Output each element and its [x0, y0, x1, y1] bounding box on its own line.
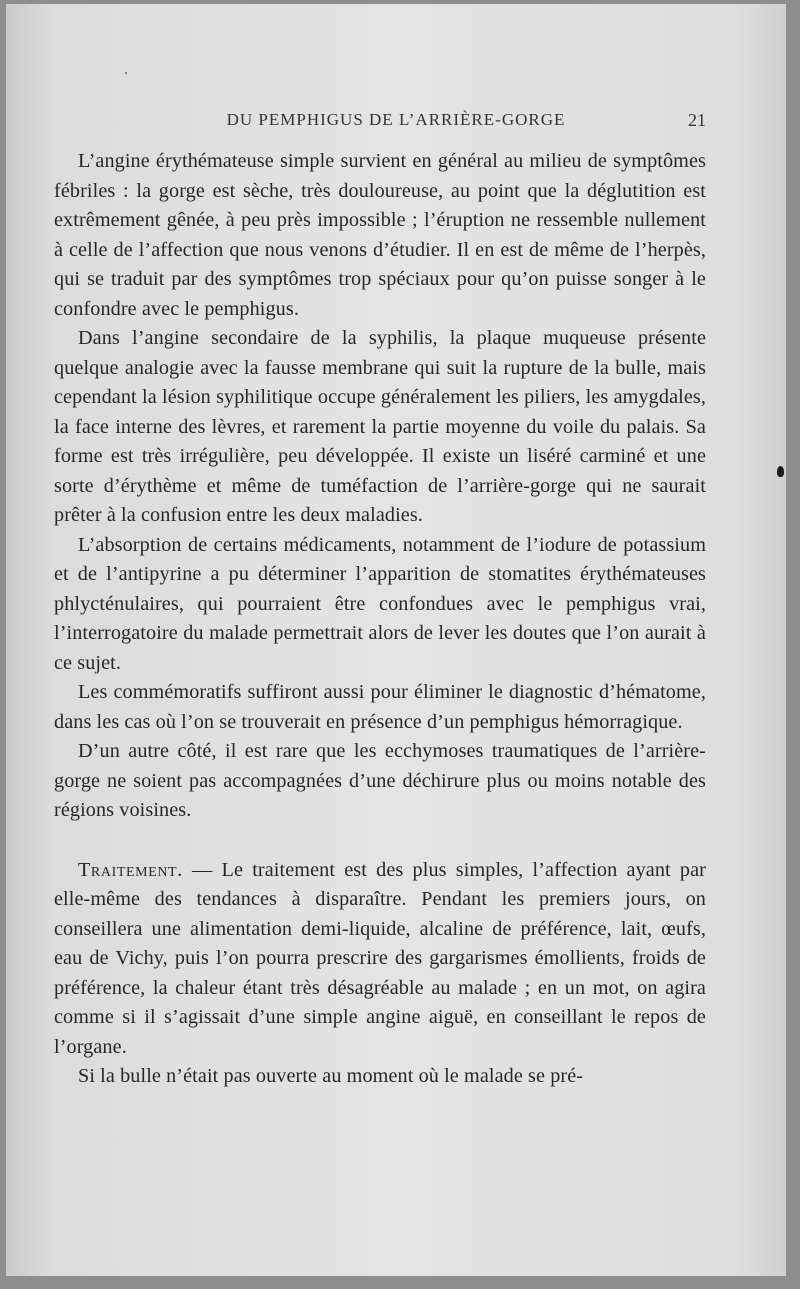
treatment-paragraph: [54, 856, 706, 1063]
section-label: Traitement.: [78, 858, 183, 881]
paragraph: Les commémoratifs suffiront aussi pour éliminer le diagnostic d’hématome, dans les cas où l’on se trouverait en présence d’un pemphigus hémorragique.: [54, 681, 706, 733]
treatment-text: — Le traitement est des plus simples, l’affection ayant par elle-même des tendances à disparaître. Pendant les premiers jours, on conseillera une alimentation demi-liquide, alcaline de préférence, lait, œufs, eau de Vichy, puis l’on pourra prescrire des gargarismes émollients, froids de préférence, la chaleur étant très désagréable au malade ; en un mot, on agira comme si il s’agissait d’une simple angine aiguë, en conseillant le repos de l’organe.: [54, 858, 706, 1058]
paragraph: D’un autre côté, il est rare que les ecchymoses traumatiques de l’arrière-gorge ne soient pas accompagnées d’une déchirure plus ou moins notable des régions voisines.: [54, 740, 706, 821]
print-speck: [125, 72, 127, 74]
paragraph: Si la bulle n’était pas ouverte au moment où le malade se pré-: [78, 1065, 584, 1087]
ink-blot: [777, 466, 784, 477]
book-page: [6, 4, 786, 1276]
running-head: [6, 108, 786, 136]
paragraph: Dans l’angine secondaire de la syphilis, la plaque muqueuse présente quelque analogie avec la fausse membrane qui suit la rupture de la bulle, mais cependant la lésion syphilitique occupe généralement les piliers, les amygdales, la face interne des lèvres, et rarement la partie moyenne du voile du palais. Sa forme est très irrégulière, peu développée. Il existe un liséré carminé et une sorte d’érythème et même de tuméfaction de l’arrière-gorge qui ne saurait prêter à la confusion entre les deux maladies.: [54, 327, 706, 526]
body-text: [54, 147, 706, 1092]
paragraph: L’angine érythémateuse simple survient en général au milieu de symptômes fébriles : la gorge est sèche, très douloureuse, au point que la déglutition est extrêmement gênée, à peu près impossible ; l’éruption ne ressemble nullement à celle de l’affection que nous venons d’étudier. Il en est de même de l’herpès, qui se traduit par des symptômes trop spéciaux pour qu’on puisse songer à le confondre avec le pemphigus.: [54, 150, 706, 320]
paragraph: L’absorption de certains médicaments, notamment de l’iodure de potassium et de l’antipyrine a pu déterminer l’apparition de stomatites érythémateuses phlycténulaires, qui pourraient être confondues avec le pemphigus vrai, l’interrogatoire du malade permettrait alors de lever les doutes que l’on aurait à ce sujet.: [54, 533, 706, 674]
running-title: DU PEMPHIGUS DE L’ARRIÈRE-GORGE: [226, 110, 566, 129]
page-number: 21: [688, 110, 706, 130]
